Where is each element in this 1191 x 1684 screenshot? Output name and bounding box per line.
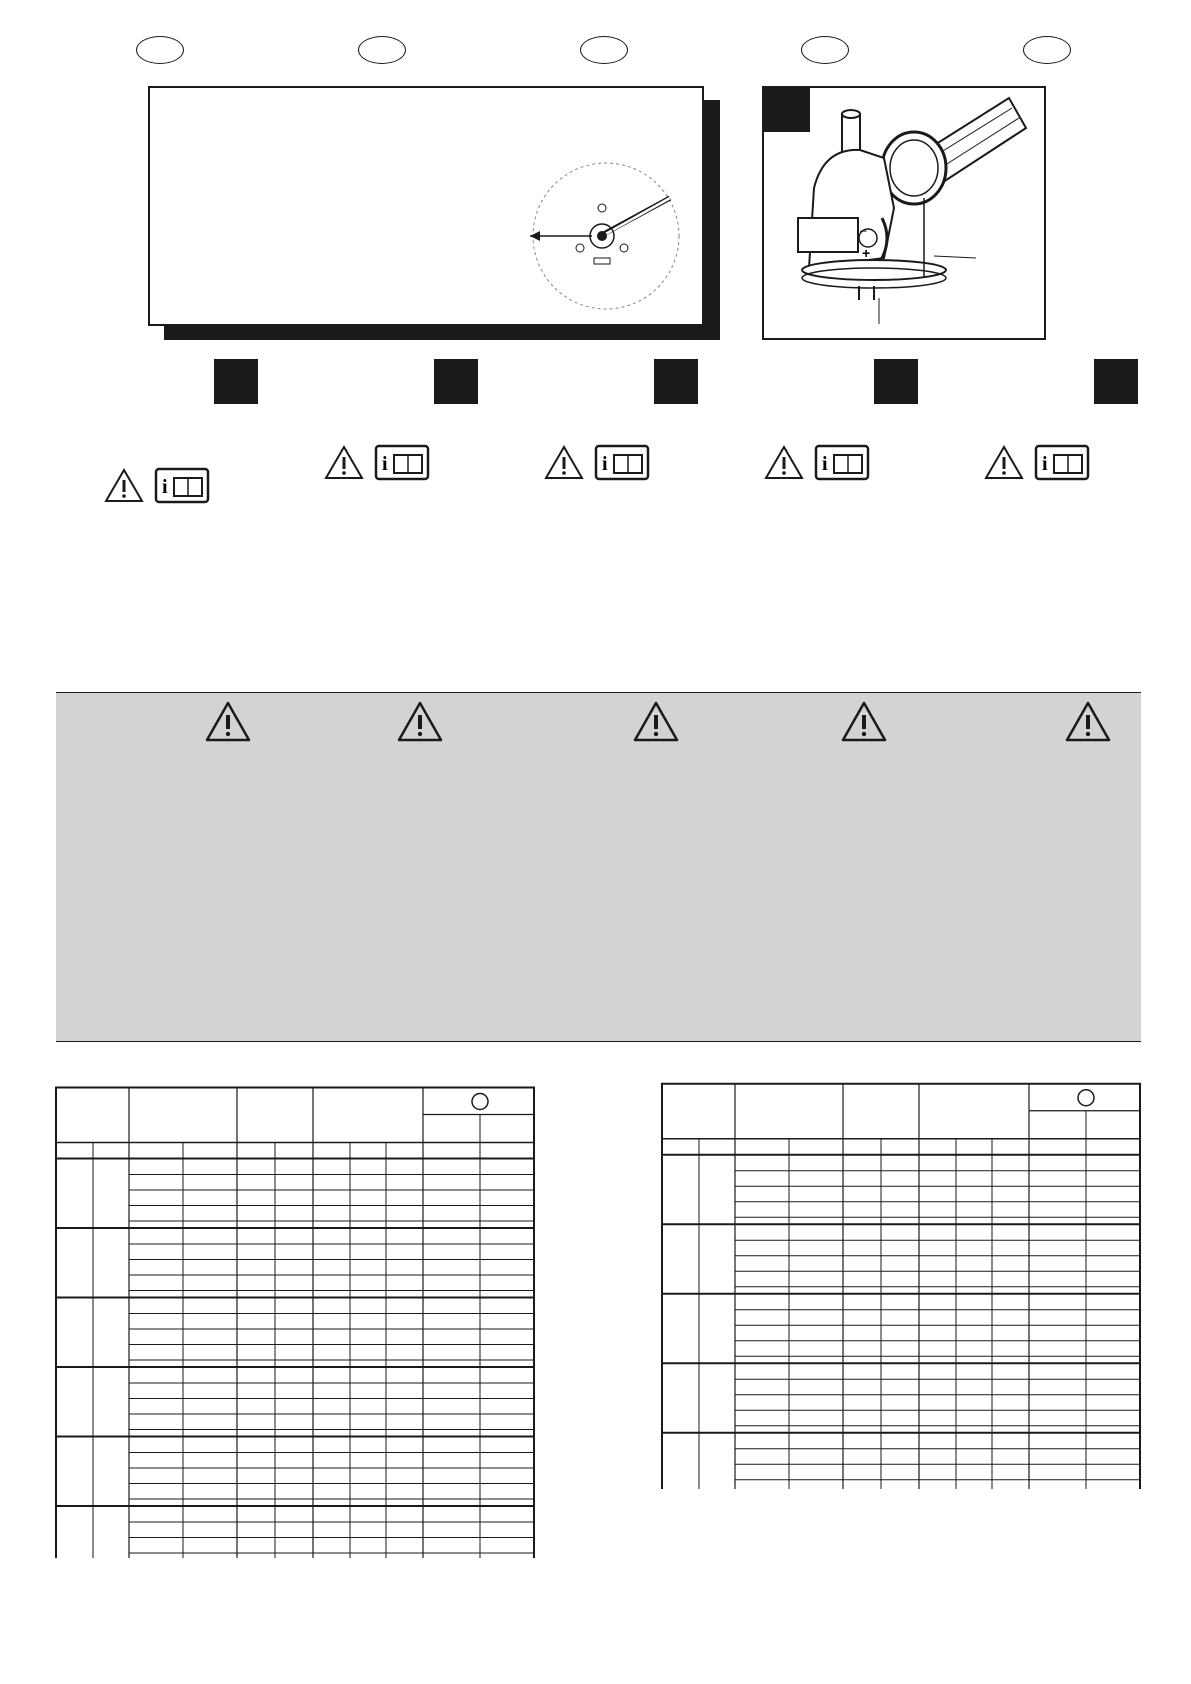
section-marker-5 <box>1094 359 1138 404</box>
figure-right-number-box <box>764 88 810 132</box>
warning-group-1 <box>104 466 214 506</box>
section-marker-4 <box>874 359 918 404</box>
figure-left-illustration <box>150 88 702 324</box>
warning-triangle-icon <box>204 700 252 744</box>
data-table-right <box>661 1067 1143 1489</box>
language-marker-1 <box>136 36 184 64</box>
info-manual-icon <box>596 446 648 479</box>
warning-triangle-icon <box>326 447 362 478</box>
warning-triangle-icon <box>840 700 888 744</box>
svg-text:i: i <box>162 476 168 498</box>
language-marker-2 <box>358 36 406 64</box>
warning-triangle-icon <box>396 700 444 744</box>
section-marker-2 <box>434 359 478 404</box>
warning-triangle-icon <box>546 447 582 478</box>
info-manual-icon <box>376 446 428 479</box>
warning-group-4 <box>764 443 874 483</box>
warning-triangle-icon <box>106 470 142 501</box>
warning-group-5 <box>984 443 1094 483</box>
warning-triangle-icon <box>766 447 802 478</box>
language-marker-4 <box>801 36 849 64</box>
language-marker-5 <box>1023 36 1071 64</box>
svg-text:i: i <box>602 453 608 475</box>
info-manual-icon <box>816 446 868 479</box>
warning-triangle-icon <box>1064 700 1112 744</box>
section-marker-3 <box>654 359 698 404</box>
language-marker-3 <box>580 36 628 64</box>
info-manual-icon <box>1036 446 1088 479</box>
adjust-plus-label: + <box>862 245 871 261</box>
svg-text:i: i <box>1042 453 1048 475</box>
warning-triangle-icon <box>632 700 680 744</box>
figure-right <box>762 86 1046 340</box>
table-border <box>662 1084 1140 1489</box>
warning-group-3 <box>544 443 654 483</box>
table-header-marker <box>472 1094 488 1110</box>
info-manual-icon <box>156 469 208 502</box>
table-header-marker <box>1078 1090 1094 1106</box>
data-table-left <box>55 1067 537 1558</box>
svg-text:i: i <box>822 453 828 475</box>
svg-text:i: i <box>382 453 388 475</box>
warning-group-2 <box>324 443 434 483</box>
warning-triangle-icon <box>986 447 1022 478</box>
section-marker-1 <box>214 359 258 404</box>
figure-left <box>148 86 704 326</box>
safety-band <box>56 692 1141 1042</box>
adjust-minus-label: – <box>860 223 867 237</box>
